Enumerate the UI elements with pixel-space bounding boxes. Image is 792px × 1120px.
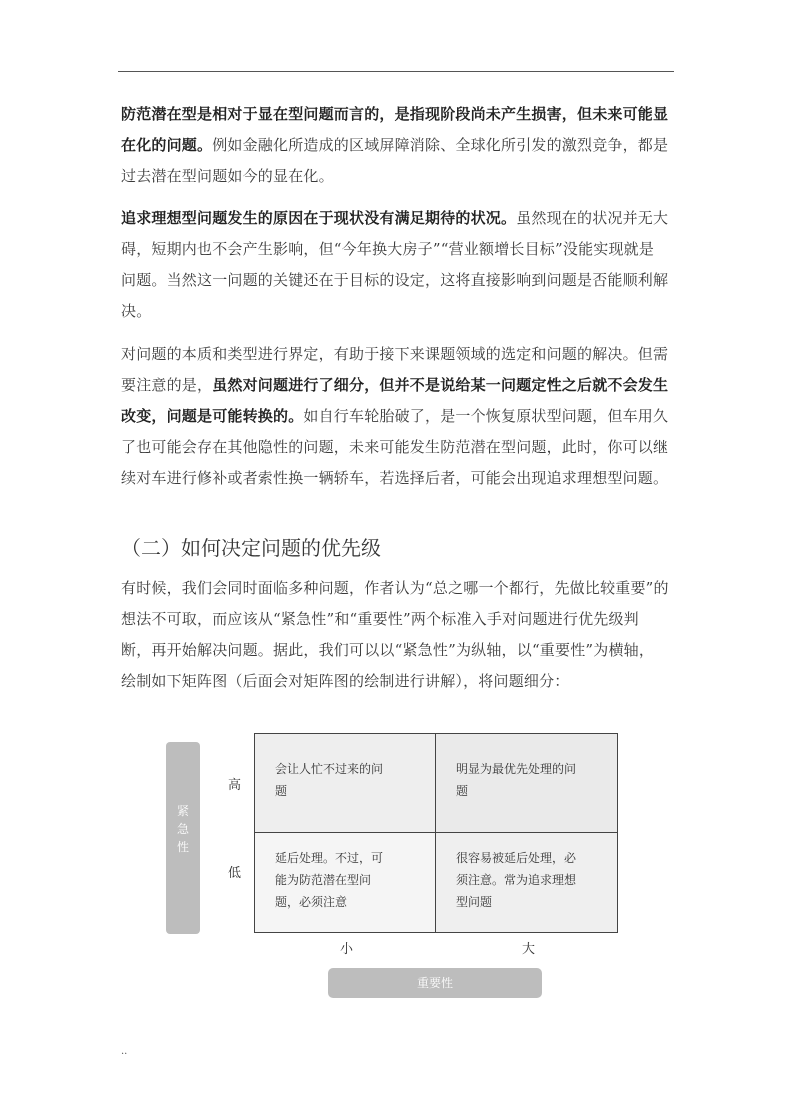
matrix-grid bbox=[254, 733, 618, 933]
paragraph-text: 如自行车轮胎破了，是一个恢复原状型问题，但车用久了也可能会存在其他隐性的问题，未来可能发生防范潜在型问题，此时，你可以继续对车进行修补或者索性换一辆轿车，若选择后者，可能会出现追求理想型问题。 bbox=[121, 407, 669, 487]
y-low-label: 低 bbox=[228, 866, 242, 881]
x-axis-label: 重要性 bbox=[416, 976, 453, 990]
cell-top-left bbox=[255, 734, 436, 833]
paragraph-problem-conversion bbox=[121, 339, 669, 494]
cell-bottom-right bbox=[436, 833, 617, 932]
paragraph-priority-intro: 有时候，我们会同时面临多种问题，作者认为“总之哪一个都行，先做比较重要”的想法不可取，而应该从“紧急性”和“重要性”两个标准入手对问题进行优先级判断，再开始解决问题。据此，我们可以以“紧急性”为纵轴，以“重要性”为横轴，绘制如下矩阵图（后面会对矩阵图的绘制进行讲解），将问题细分： bbox=[121, 579, 669, 690]
cell-top-right bbox=[436, 734, 617, 833]
footer-mark: .. bbox=[121, 1046, 128, 1057]
paragraph-bold-emphasis: 虽然对问题进行了细分，但并不是说给某一问题定性之后就不会发生改变，问题是可能转换的。 bbox=[121, 376, 669, 425]
paragraph-bold-lead: 防范潜在型是相对于显在型问题而言的，是指现阶段尚未产生损害，但未来可能显在化的问题。 bbox=[121, 105, 669, 154]
y-axis-bar bbox=[166, 742, 200, 934]
cell-text: 延后处理。不过，可能为防范潜在型问题，必须注意 bbox=[275, 851, 384, 909]
section-heading: （二）如何决定问题的优先级 bbox=[121, 536, 381, 560]
paragraph-bold-lead: 追求理想型问题发生的原因在于现状没有满足期待的状况。 bbox=[121, 209, 517, 227]
x-axis-bar bbox=[328, 968, 542, 998]
priority-matrix bbox=[160, 728, 630, 1008]
paragraph-text: 例如金融化所造成的区域屏障消除、全球化所引发的激烈竞争，都是过去潜在型问题如今的显在化。 bbox=[121, 136, 669, 185]
paragraph-ideal-seeking bbox=[121, 203, 669, 327]
x-large-label: 大 bbox=[522, 942, 536, 957]
top-rule bbox=[118, 71, 674, 72]
y-axis-label: 紧急性 bbox=[176, 804, 189, 854]
paragraph-text: 对问题的本质和类型进行界定，有助于接下来课题领域的选定和问题的解决。但需要注意的是， bbox=[121, 345, 669, 394]
y-high-label: 高 bbox=[228, 778, 242, 793]
x-small-label: 小 bbox=[340, 942, 354, 957]
paragraph-preventive-latent bbox=[121, 99, 669, 192]
cell-text: 明显为最优先处理的问题 bbox=[456, 762, 577, 798]
cell-text: 很容易被延后处理，必须注意。常为追求理想型问题 bbox=[456, 851, 577, 909]
cell-bottom-left bbox=[255, 833, 436, 932]
paragraph-text: 虽然现在的状况并无大碍，短期内也不会产生影响，但“今年换大房子”“营业额增长目标”没能实现就是问题。当然这一问题的关键还在于目标的设定，这将直接影响到问题是否能顺利解决。 bbox=[121, 209, 669, 320]
cell-text: 会让人忙不过来的问题 bbox=[275, 762, 384, 798]
